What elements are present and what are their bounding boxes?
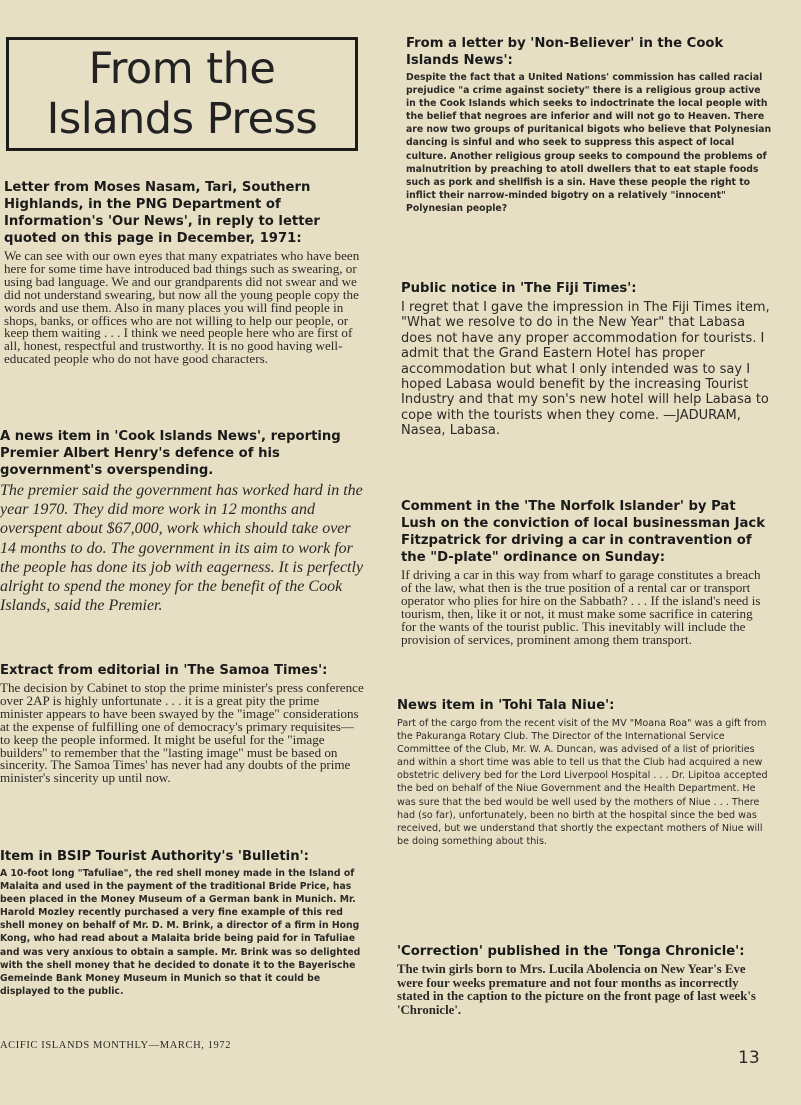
article-tonga-chronicle [397,943,769,1035]
article-body: Part of the cargo from the recent visit of the MV "Moana Roa" was a gift from the Pakuranga Rotary Club. The Director of the International Service Committee of the Club, Mr. W. A. Duncan, was advised of a list of priorities and within a short time was able to tell us that the Club had acquired a new obstetric delivery bed for the Lord Liverpool Hospital . . . Dr. Lipitoa accepted the bed on behalf of the Niue Government and the Health Department. He was sure that the bed would be well used by the mothers of Niue . . . There had (so far), unfortunately, been no birth at the hospital since the bed was received, but we understand that shortly the expectant mothers of Niue will be doing something about this. [397,718,768,847]
article-bsip-bulletin [0,848,364,1032]
page-title: From the Islands Press [46,44,318,144]
article-body: The premier said the government has worked hard in the year 1970. They did more work in 12 months and overspent about $67,000, work which should take over 14 months to do. The government in its aim to work for the people has done its job with eagerness. It is perfectly alright to spend the money for the benefit of the Cook Islands, said the Premier. [0,482,364,615]
article-body: I regret that I gave the impression in The Fiji Times item, "What we resolve to do in the New Year" that Labasa does not have any proper accommodation for tourists. I admit that the Grand Eastern Hotel has proper accommodation but what I only intended was to say I hoped Labasa would benefit by the increasing Tourist Industry and that my son's new hotel will help Labasa to cope with the tourists when they come. —JADURAM, Nasea, Labasa. [401,300,770,439]
article-heading: Letter from Moses Nasam, Tari, Southern Highlands, in the PNG Department of Information's 'Our News', in reply to letter quoted on this page in December, 1971: [4,180,320,246]
article-body: We can see with our own eyes that many expatriates who have been here for some time have introduced bad things such as swearing, or using bad language. We and our grandparents did not swear and we did not understand swearing, but now all the young people copy the words and use them. Also in many places you will find people in shops, banks, or offices who are not willing to help our people, or keep them waiting . . . I think we need people here who are first of all, honest, respectful and trustworthy. It is no good having well-educated people who do not have good characters. [4,248,360,367]
article-heading: Public notice in 'The Fiji Times': [401,281,637,296]
article-heading: Extract from editorial in 'The Samoa Times': [0,663,328,678]
article-body: A 10-foot long "Tafuliae", the red shell money made in the Island of Malaita and used in the payment of the traditional Bride Price, has been placed in the Money Museum of a German bank in Munich. Mr. Harold Mozley recently purchased a very fine example of this red shell money on behalf of Mr. D. M. Brink, a director of a firm in Hong Kong, who had read about a Malaita bride being paid for in Tafuliae and was very anxious to obtain a sample. Mr. Brink was so delighted with the shell money that he decided to donate it to the Bayerische Gemeinde Bank Money Museum in Munich so that it could be displayed to the public. [0,868,361,997]
article-heading: 'Correction' published in the 'Tonga Chronicle': [397,944,745,959]
article-heading: A news item in 'Cook Islands News', reporting Premier Albert Henry's defence of his government's overspending. [0,429,341,478]
page-footer: ACIFIC ISLANDS MONTHLY—MARCH, 1972 [0,1040,232,1051]
article-samoa-times [0,662,364,826]
article-body: The decision by Cabinet to stop the prime minister's press conference over 2AP is highly unfortunate . . . it is a great pity the prime minister appears to have been swayed by the "image" considerations at the expense of fulfilling one of democracy's primary requisites—to keep the people informed. It might be useful for the "image builders" to remember that the "lasting image" must be based on sincerity. The Samoa Times' has never had any doubts of the prime minister's sincerity up until now. [0,680,364,786]
article-tohi-tala-niue [397,697,773,905]
title-box [6,37,358,151]
article-non-believer [406,35,772,245]
article-body: The twin girls born to Mrs. Lucila Abolencia on New Year's Eve were four weeks premature and not four months as incorrectly stated in the caption to the picture on the front page of last week's 'Chronicle'. [397,962,756,1017]
article-body: If driving a car in this way from wharf to garage constitutes a breach of the law, what then is the true position of a rental car or transport operator who plies for hire on the Sabbath? . . . If the island's need is tourism, then, like it or not, it must make some sacrifice in catering for the wants of the tourist public. This inevitably will include the provision of services, prominent among them transport. [401,567,761,647]
article-heading: From a letter by 'Non-Believer' in the Cook Islands News': [406,36,724,68]
article-norfolk-islander [401,498,771,684]
article-heading: Comment in the 'The Norfolk Islander' by Pat Lush on the conviction of local businessman Jack Fitzpatrick for driving a car in contravention of the "D-plate" ordinance on Sunday: [401,499,765,565]
article-body: Despite the fact that a United Nations' commission has called racial prejudice "a crime against society" there is a religious group active in the Cook Islands which seeks to indoctrinate the local people with the belief that negroes are inferior and will not go to Heaven. There are now two groups of puritanical bigots who believe that Polynesian dancing is sinful and who seek to suppress this aspect of local culture. Another religious group seeks to compound the problems of malnutrition by preaching to atoll dwellers that to eat staple foods such as pork and shellfish is a sin. Have these people the right to inflict their narrow-minded bigotry on a relatively "innocent" Polynesian people? [406,72,772,214]
article-moses-nasam [4,179,364,409]
article-fiji-times [401,280,771,476]
article-heading: Item in BSIP Tourist Authority's 'Bulletin': [0,849,309,864]
article-heading: News item in 'Tohi Tala Niue': [397,698,615,713]
page-number: 13 [738,1048,760,1068]
article-cook-islands-premier [0,428,366,628]
